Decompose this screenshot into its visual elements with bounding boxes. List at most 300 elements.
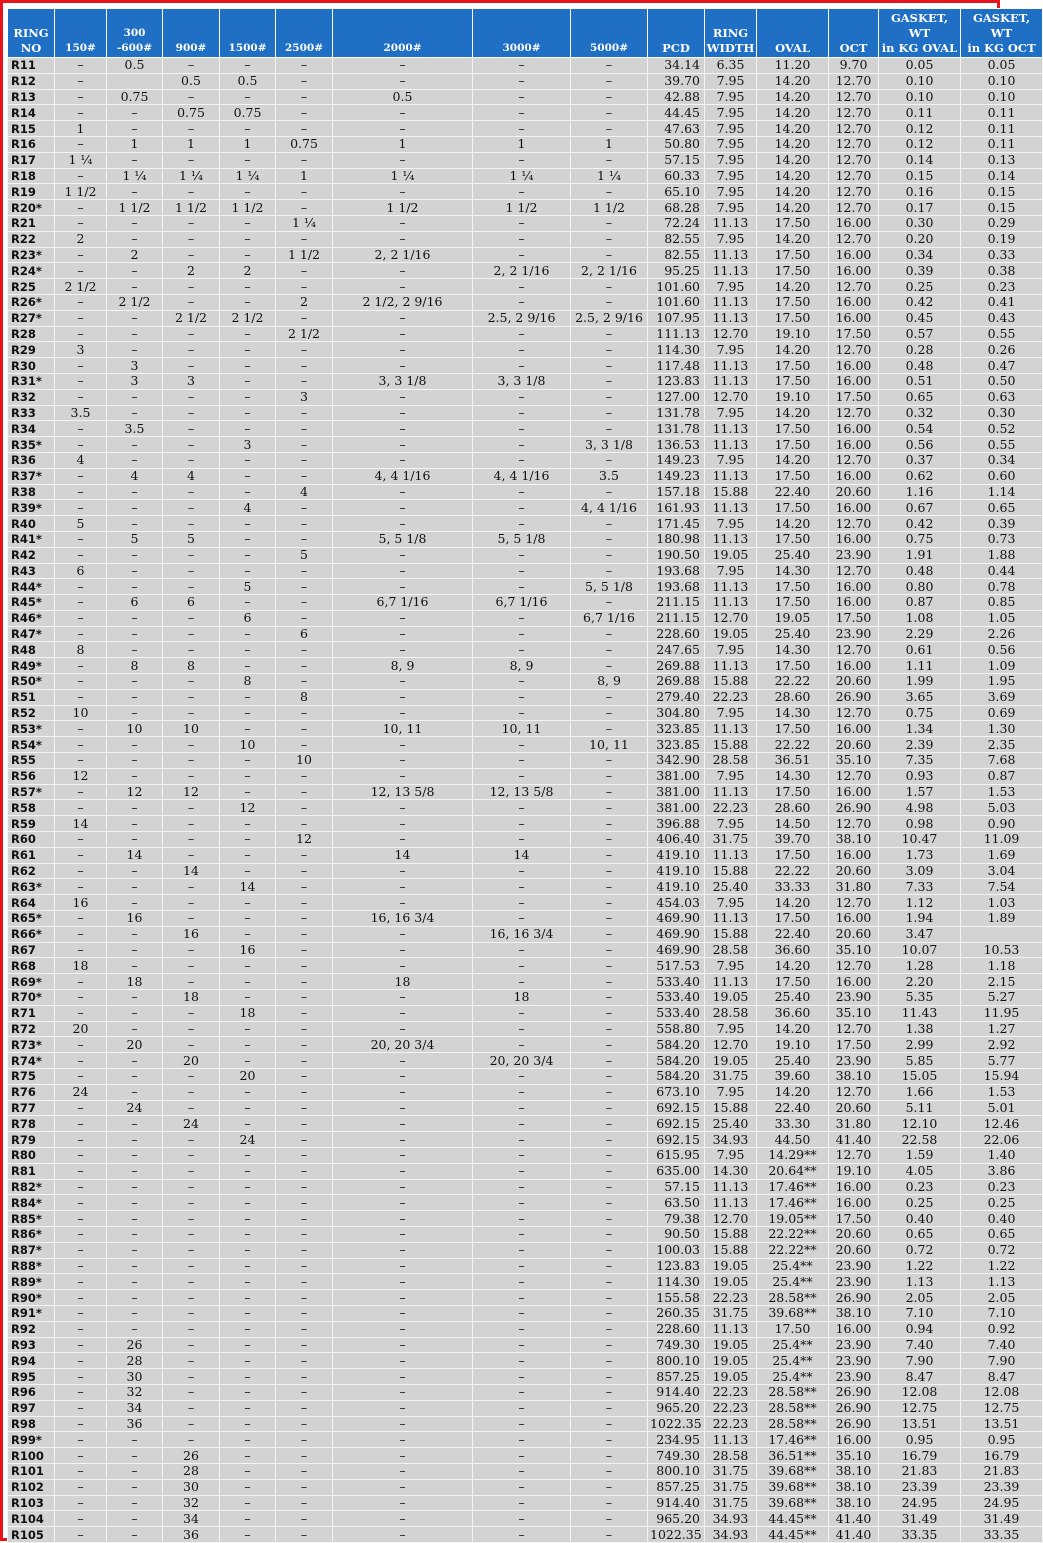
cell-ring-width: 19.05 <box>705 1274 757 1290</box>
cell-class-3000: – <box>473 358 571 374</box>
cell-class-150: – <box>55 1305 107 1321</box>
cell-oct: 12.70 <box>829 642 879 658</box>
cell-class-2000: – <box>333 642 473 658</box>
cell-class-5000: – <box>571 768 648 784</box>
cell-class-2500: – <box>276 847 333 863</box>
cell-class-300-600: – <box>107 405 163 421</box>
cell-class-2000: – <box>333 816 473 832</box>
cell-gasket-wt-oct: 0.10 <box>961 89 1043 105</box>
cell-oval: 25.4** <box>757 1258 829 1274</box>
cell-class-300-600: – <box>107 326 163 342</box>
cell-class-5000: – <box>571 184 648 200</box>
cell-ring-no: R31* <box>8 373 55 389</box>
cell-pcd: 584.20 <box>648 1053 705 1069</box>
cell-pcd: 247.65 <box>648 642 705 658</box>
cell-gasket-wt-oct: 0.26 <box>961 342 1043 358</box>
cell-ring-no: R43 <box>8 563 55 579</box>
cell-gasket-wt-oct: 0.44 <box>961 563 1043 579</box>
cell-gasket-wt-oval: 1.34 <box>879 721 961 737</box>
cell-class-300-600: – <box>107 753 163 769</box>
cell-class-3000: – <box>473 215 571 231</box>
cell-gasket-wt-oval: 1.91 <box>879 547 961 563</box>
table-row <box>8 215 1043 231</box>
cell-class-1500: – <box>220 784 276 800</box>
cell-class-5000: – <box>571 1163 648 1179</box>
table-row <box>8 310 1043 326</box>
cell-oval: 44.50 <box>757 1132 829 1148</box>
cell-ring-no: R61 <box>8 847 55 863</box>
table-row <box>8 1037 1043 1053</box>
cell-class-300-600: 1 <box>107 136 163 152</box>
cell-class-300-600: 1 1/2 <box>107 200 163 216</box>
cell-class-1500: – <box>220 1021 276 1037</box>
cell-class-2000: – <box>333 1400 473 1416</box>
cell-ring-no: R14 <box>8 105 55 121</box>
table-row <box>8 705 1043 721</box>
cell-class-5000: 1 ¼ <box>571 168 648 184</box>
cell-class-300-600: – <box>107 674 163 690</box>
table-row <box>8 1353 1043 1369</box>
cell-class-2000: – <box>333 610 473 626</box>
cell-gasket-wt-oct: 0.55 <box>961 437 1043 453</box>
cell-class-2500: – <box>276 373 333 389</box>
cell-class-5000: 1 1/2 <box>571 200 648 216</box>
cell-class-3000: – <box>473 674 571 690</box>
cell-ring-no: R27* <box>8 310 55 326</box>
cell-class-900: – <box>163 437 220 453</box>
cell-class-5000: 1 <box>571 136 648 152</box>
cell-class-3000: – <box>473 1226 571 1242</box>
cell-oval: 17.46** <box>757 1179 829 1195</box>
cell-gasket-wt-oct: 1.14 <box>961 484 1043 500</box>
cell-pcd: 82.55 <box>648 247 705 263</box>
cell-gasket-wt-oct: 1.22 <box>961 1258 1043 1274</box>
cell-class-3000: – <box>473 1021 571 1037</box>
cell-class-2500: 4 <box>276 484 333 500</box>
cell-class-300-600: – <box>107 1195 163 1211</box>
cell-class-1500: 2 <box>220 263 276 279</box>
cell-ring-width: 11.13 <box>705 247 757 263</box>
cell-oval: 22.22 <box>757 674 829 690</box>
cell-pcd: 228.60 <box>648 1321 705 1337</box>
cell-class-2000: – <box>333 1069 473 1085</box>
cell-class-2000: – <box>333 926 473 942</box>
cell-ring-width: 22.23 <box>705 689 757 705</box>
cell-gasket-wt-oct <box>961 926 1043 942</box>
table-row <box>8 1211 1043 1227</box>
cell-class-2500: – <box>276 942 333 958</box>
cell-class-2000: – <box>333 1353 473 1369</box>
cell-oval: 17.50 <box>757 784 829 800</box>
cell-class-2000: – <box>333 863 473 879</box>
table-row <box>8 863 1043 879</box>
cell-class-1500: – <box>220 926 276 942</box>
cell-ring-no: R96 <box>8 1384 55 1400</box>
cell-oval: 14.20 <box>757 89 829 105</box>
cell-ring-width: 7.95 <box>705 452 757 468</box>
cell-class-150: – <box>55 1353 107 1369</box>
table-row <box>8 1463 1043 1479</box>
cell-class-150: – <box>55 626 107 642</box>
cell-class-900: – <box>163 1195 220 1211</box>
cell-class-150: 12 <box>55 768 107 784</box>
cell-class-5000: – <box>571 1495 648 1511</box>
cell-class-300-600: 30 <box>107 1369 163 1385</box>
cell-class-3000: – <box>473 705 571 721</box>
cell-ring-no: R88* <box>8 1258 55 1274</box>
cell-class-3000: – <box>473 737 571 753</box>
cell-class-2500: – <box>276 1321 333 1337</box>
cell-class-3000: – <box>473 121 571 137</box>
cell-oct: 38.10 <box>829 1495 879 1511</box>
cell-class-300-600: – <box>107 800 163 816</box>
cell-oct: 17.50 <box>829 1037 879 1053</box>
cell-ring-no: R70* <box>8 990 55 1006</box>
cell-pcd: 279.40 <box>648 689 705 705</box>
cell-gasket-wt-oval: 8.47 <box>879 1369 961 1385</box>
cell-oct: 16.00 <box>829 974 879 990</box>
cell-class-2000: 20, 20 3/4 <box>333 1037 473 1053</box>
table-row <box>8 373 1043 389</box>
cell-gasket-wt-oval: 1.38 <box>879 1021 961 1037</box>
cell-gasket-wt-oval: 10.07 <box>879 942 961 958</box>
cell-gasket-wt-oct: 12.75 <box>961 1400 1043 1416</box>
cell-class-2500: – <box>276 1116 333 1132</box>
cell-gasket-wt-oval: 0.12 <box>879 121 961 137</box>
cell-class-2500: – <box>276 1527 333 1543</box>
cell-ring-width: 11.13 <box>705 579 757 595</box>
cell-class-150: – <box>55 73 107 89</box>
cell-ring-width: 11.13 <box>705 310 757 326</box>
cell-class-5000: – <box>571 990 648 1006</box>
cell-class-300-600: – <box>107 1084 163 1100</box>
cell-class-150: – <box>55 674 107 690</box>
cell-class-2500: – <box>276 990 333 1006</box>
cell-class-900: 30 <box>163 1479 220 1495</box>
cell-gasket-wt-oval: 0.20 <box>879 231 961 247</box>
table-row <box>8 1511 1043 1527</box>
cell-class-1500: – <box>220 1400 276 1416</box>
cell-oval: 17.50 <box>757 215 829 231</box>
cell-class-300-600: 3 <box>107 358 163 374</box>
table-row <box>8 1432 1043 1448</box>
cell-class-150: – <box>55 1211 107 1227</box>
cell-class-3000: – <box>473 1084 571 1100</box>
cell-class-5000: 2, 2 1/16 <box>571 263 648 279</box>
cell-class-3000: – <box>473 437 571 453</box>
cell-oct: 16.00 <box>829 500 879 516</box>
cell-class-2000: – <box>333 1432 473 1448</box>
cell-pcd: 95.25 <box>648 263 705 279</box>
cell-class-2000: – <box>333 231 473 247</box>
cell-class-150: – <box>55 1432 107 1448</box>
cell-pcd: 131.78 <box>648 405 705 421</box>
cell-gasket-wt-oval: 2.05 <box>879 1290 961 1306</box>
cell-ring-no: R54* <box>8 737 55 753</box>
cell-gasket-wt-oct: 3.86 <box>961 1163 1043 1179</box>
cell-class-2000: – <box>333 389 473 405</box>
cell-ring-width: 15.88 <box>705 863 757 879</box>
cell-class-2500: – <box>276 1305 333 1321</box>
cell-class-3000: 1 ¼ <box>473 168 571 184</box>
cell-class-1500: – <box>220 358 276 374</box>
cell-class-2000: 4, 4 1/16 <box>333 468 473 484</box>
table-row <box>8 800 1043 816</box>
cell-class-3000: – <box>473 421 571 437</box>
cell-oval: 28.58** <box>757 1384 829 1400</box>
cell-oct: 16.00 <box>829 468 879 484</box>
cell-class-150: – <box>55 389 107 405</box>
cell-class-900: – <box>163 579 220 595</box>
table-row <box>8 1163 1043 1179</box>
cell-class-2500: – <box>276 437 333 453</box>
cell-pcd: 749.30 <box>648 1448 705 1464</box>
cell-ring-no: R78 <box>8 1116 55 1132</box>
cell-class-150: – <box>55 1384 107 1400</box>
cell-class-2500: – <box>276 737 333 753</box>
cell-oct: 12.70 <box>829 452 879 468</box>
cell-class-5000: – <box>571 863 648 879</box>
cell-class-900: – <box>163 1005 220 1021</box>
cell-class-300-600 <box>107 73 163 89</box>
cell-class-3000: 12, 13 5/8 <box>473 784 571 800</box>
cell-class-150: – <box>55 215 107 231</box>
cell-class-3000: – <box>473 1448 571 1464</box>
cell-ring-width: 19.05 <box>705 547 757 563</box>
cell-ring-width: 11.13 <box>705 847 757 863</box>
cell-class-5000: – <box>571 1021 648 1037</box>
cell-class-150: – <box>55 800 107 816</box>
cell-ring-width: 7.95 <box>705 168 757 184</box>
cell-gasket-wt-oct: 0.25 <box>961 1195 1043 1211</box>
cell-ring-width: 22.23 <box>705 1416 757 1432</box>
cell-pcd: 157.18 <box>648 484 705 500</box>
cell-ring-width: 7.95 <box>705 200 757 216</box>
cell-class-300-600: 2 <box>107 247 163 263</box>
cell-oval: 25.4** <box>757 1369 829 1385</box>
cell-class-2000: 1 <box>333 136 473 152</box>
cell-pcd: 269.88 <box>648 658 705 674</box>
cell-ring-width: 19.05 <box>705 1053 757 1069</box>
table-row <box>8 911 1043 927</box>
cell-oval: 17.50 <box>757 721 829 737</box>
cell-oval: 17.50 <box>757 911 829 927</box>
cell-ring-no: R86* <box>8 1226 55 1242</box>
cell-class-2000: – <box>333 626 473 642</box>
header-gasket-wt-oval: GASKET, WT in KG OVAL <box>879 9 961 58</box>
cell-ring-no: R89* <box>8 1274 55 1290</box>
cell-pcd: 469.90 <box>648 911 705 927</box>
cell-class-900: – <box>163 326 220 342</box>
cell-oct: 17.50 <box>829 326 879 342</box>
cell-oval: 14.20 <box>757 958 829 974</box>
cell-class-300-600: – <box>107 1226 163 1242</box>
cell-class-3000: – <box>473 1463 571 1479</box>
cell-gasket-wt-oct: 0.38 <box>961 263 1043 279</box>
cell-gasket-wt-oval: 1.57 <box>879 784 961 800</box>
table-row <box>8 105 1043 121</box>
cell-ring-width: 11.13 <box>705 595 757 611</box>
cell-oct: 41.40 <box>829 1132 879 1148</box>
cell-ring-width: 7.95 <box>705 105 757 121</box>
cell-class-5000: – <box>571 1432 648 1448</box>
cell-class-3000: – <box>473 974 571 990</box>
header-2500: 2500# <box>276 9 333 58</box>
cell-class-1500: 3 <box>220 437 276 453</box>
cell-class-150: – <box>55 1147 107 1163</box>
cell-gasket-wt-oct: 24.95 <box>961 1495 1043 1511</box>
cell-gasket-wt-oct: 5.27 <box>961 990 1043 1006</box>
cell-oct: 12.70 <box>829 89 879 105</box>
cell-oct: 16.00 <box>829 595 879 611</box>
cell-gasket-wt-oct: 2.05 <box>961 1290 1043 1306</box>
cell-oct: 23.90 <box>829 1353 879 1369</box>
cell-oct: 12.70 <box>829 342 879 358</box>
header-2000: 2000# <box>333 9 473 58</box>
cell-oct: 31.80 <box>829 879 879 895</box>
cell-class-1500: – <box>220 373 276 389</box>
cell-ring-no: R85* <box>8 1211 55 1227</box>
cell-oct: 12.70 <box>829 958 879 974</box>
cell-oval: 25.40 <box>757 1053 829 1069</box>
cell-class-2000: – <box>333 1211 473 1227</box>
cell-class-900: – <box>163 294 220 310</box>
cell-gasket-wt-oct: 1.88 <box>961 547 1043 563</box>
cell-oval: 14.30 <box>757 563 829 579</box>
cell-class-900: 10 <box>163 721 220 737</box>
cell-class-300-600: – <box>107 610 163 626</box>
cell-pcd: 749.30 <box>648 1337 705 1353</box>
cell-class-300-600: – <box>107 1069 163 1085</box>
cell-ring-no: R81 <box>8 1163 55 1179</box>
cell-gasket-wt-oct: 0.85 <box>961 595 1043 611</box>
cell-class-5000: 2.5, 2 9/16 <box>571 310 648 326</box>
cell-oval: 39.60 <box>757 1069 829 1085</box>
cell-class-150: 1 1/2 <box>55 184 107 200</box>
cell-ring-no: R51 <box>8 689 55 705</box>
table-row <box>8 1179 1043 1195</box>
cell-ring-no: R105 <box>8 1527 55 1543</box>
cell-gasket-wt-oval: 0.93 <box>879 768 961 784</box>
cell-class-300-600: – <box>107 1021 163 1037</box>
cell-class-150: – <box>55 1337 107 1353</box>
cell-class-5000: – <box>571 1274 648 1290</box>
cell-class-1500: – <box>220 342 276 358</box>
cell-ring-width: 19.05 <box>705 990 757 1006</box>
cell-pcd: 533.40 <box>648 1005 705 1021</box>
cell-class-5000: – <box>571 358 648 374</box>
cell-ring-width: 19.05 <box>705 626 757 642</box>
cell-pcd: 100.03 <box>648 1242 705 1258</box>
cell-oct: 16.00 <box>829 263 879 279</box>
cell-class-150: – <box>55 721 107 737</box>
cell-class-2500: – <box>276 895 333 911</box>
cell-oct: 17.50 <box>829 610 879 626</box>
cell-class-5000: – <box>571 1100 648 1116</box>
cell-ring-no: R49* <box>8 658 55 674</box>
cell-ring-no: R72 <box>8 1021 55 1037</box>
cell-oval: 22.40 <box>757 484 829 500</box>
cell-oval: 17.50 <box>757 247 829 263</box>
cell-gasket-wt-oval: 1.22 <box>879 1258 961 1274</box>
cell-pcd: 117.48 <box>648 358 705 374</box>
cell-class-2000: – <box>333 705 473 721</box>
cell-class-900: – <box>163 705 220 721</box>
cell-class-300-600: – <box>107 1163 163 1179</box>
cell-ring-no: R76 <box>8 1084 55 1100</box>
cell-ring-no: R37* <box>8 468 55 484</box>
table-row <box>8 737 1043 753</box>
cell-ring-no: R16 <box>8 136 55 152</box>
table-row <box>8 231 1043 247</box>
cell-class-2500: – <box>276 958 333 974</box>
cell-class-1500: 14 <box>220 879 276 895</box>
cell-class-150: – <box>55 689 107 705</box>
cell-pcd: 342.90 <box>648 753 705 769</box>
cell-class-3000: – <box>473 816 571 832</box>
cell-class-2000: – <box>333 1384 473 1400</box>
cell-class-150: – <box>55 784 107 800</box>
cell-class-900: – <box>163 1337 220 1353</box>
cell-ring-no: R77 <box>8 1100 55 1116</box>
cell-class-150: 8 <box>55 642 107 658</box>
cell-ring-width: 25.40 <box>705 879 757 895</box>
cell-gasket-wt-oct: 13.51 <box>961 1416 1043 1432</box>
cell-class-1500: – <box>220 1147 276 1163</box>
cell-oval: 14.20 <box>757 405 829 421</box>
cell-gasket-wt-oct: 0.69 <box>961 705 1043 721</box>
cell-class-300-600: 5 <box>107 531 163 547</box>
cell-class-2000: – <box>333 547 473 563</box>
table-row <box>8 200 1043 216</box>
cell-class-900: – <box>163 1021 220 1037</box>
cell-class-900: – <box>163 184 220 200</box>
cell-class-3000: – <box>473 1400 571 1416</box>
cell-class-5000: – <box>571 121 648 137</box>
header-ring-width: RING WIDTH <box>705 9 757 58</box>
cell-class-5000: – <box>571 1384 648 1400</box>
cell-pcd: 34.14 <box>648 58 705 74</box>
cell-class-3000: – <box>473 579 571 595</box>
cell-class-300-600: – <box>107 958 163 974</box>
cell-ring-width: 11.13 <box>705 468 757 484</box>
cell-class-2500: – <box>276 1274 333 1290</box>
cell-class-5000: – <box>571 1400 648 1416</box>
cell-class-2500: – <box>276 974 333 990</box>
cell-oct: 16.00 <box>829 658 879 674</box>
table-row <box>8 1274 1043 1290</box>
cell-class-900: – <box>163 516 220 532</box>
cell-ring-no: R80 <box>8 1147 55 1163</box>
cell-class-1500: – <box>220 294 276 310</box>
cell-class-2500: – <box>276 863 333 879</box>
cell-class-2500: – <box>276 342 333 358</box>
cell-ring-no: R57* <box>8 784 55 800</box>
cell-class-1500: – <box>220 1416 276 1432</box>
cell-class-2000: – <box>333 279 473 295</box>
cell-oval: 36.60 <box>757 942 829 958</box>
cell-pcd: 396.88 <box>648 816 705 832</box>
cell-ring-width: 7.95 <box>705 152 757 168</box>
cell-class-900: – <box>163 1100 220 1116</box>
cell-class-2500: – <box>276 1021 333 1037</box>
cell-ring-width: 11.13 <box>705 1195 757 1211</box>
cell-oval: 36.51** <box>757 1448 829 1464</box>
cell-class-3000: – <box>473 1005 571 1021</box>
cell-class-900: 1 ¼ <box>163 168 220 184</box>
cell-class-300-600: – <box>107 516 163 532</box>
cell-ring-width: 31.75 <box>705 1305 757 1321</box>
